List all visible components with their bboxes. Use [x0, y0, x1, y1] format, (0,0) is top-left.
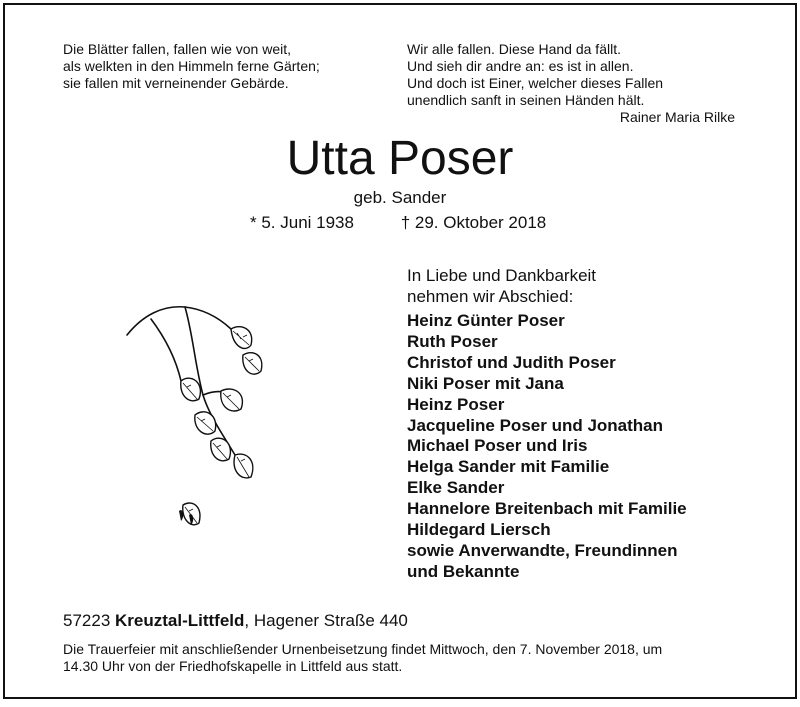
branch-stem	[127, 307, 231, 335]
poem-line: Die Blätter fallen, fallen wie von weit,	[63, 41, 291, 57]
mourner-name: Hannelore Breitenbach mit Familie	[407, 499, 687, 519]
birth-date: * 5. Juni 1938	[250, 213, 354, 232]
mourner-name: und Bekannte	[407, 561, 520, 581]
mourner-name: Helga Sander mit Familie	[407, 457, 610, 477]
mourner-name: sowie Anverwandte, Freundinnen	[407, 540, 678, 560]
poem-line: Wir alle fallen. Diese Hand da fällt.	[407, 41, 621, 57]
mourner-name: Hildegard Liersch	[407, 520, 551, 540]
poem-left	[63, 41, 383, 92]
postcode: 57223	[63, 611, 111, 630]
poem-line: unendlich sanft in seinen Händen hält.	[407, 92, 645, 108]
mourner-name: Heinz Günter Poser	[407, 311, 565, 330]
mourner-name: Elke Sander	[407, 478, 505, 498]
poem-line: sie fallen mit verneinender Gebärde.	[63, 75, 289, 91]
town: Kreuztal-Littfeld	[115, 611, 245, 630]
street: , Hagener Straße 440	[244, 611, 408, 630]
address	[63, 611, 408, 631]
ceremony-line: Die Trauerfeier mit anschließender Urnenbeisetzung findet Mittwoch, den 7. November 2018, um	[63, 641, 663, 657]
falling-leaves-illustration	[123, 295, 283, 555]
mourner-name: Michael Poser und Iris	[407, 436, 588, 456]
ceremony-info	[63, 641, 753, 675]
obituary-notice	[3, 3, 797, 699]
life-dates	[250, 213, 546, 233]
leaf	[181, 378, 201, 401]
thanks-line: In Liebe und Dankbarkeit	[407, 266, 597, 285]
poem-author: Rainer Maria Rilke	[619, 109, 735, 125]
mourner-name: Ruth Poser	[407, 331, 498, 351]
mourner-name: Heinz Poser	[407, 394, 505, 414]
poem-line: Und sieh dir andre an: es ist in allen.	[407, 58, 634, 74]
mourner-name: Christof und Judith Poser	[407, 352, 616, 372]
branch-stem	[151, 319, 181, 381]
ceremony-line: 14.30 Uhr von der Friedhofskapelle in Littfeld aus statt.	[63, 658, 403, 674]
deceased-name: Utta Poser	[286, 132, 514, 185]
mourners-list	[407, 311, 687, 583]
mourner-name: Niki Poser mit Jana	[407, 373, 564, 393]
leaf	[211, 438, 231, 461]
leaf	[231, 327, 252, 349]
poem-line: Und doch ist Einer, welcher dieses Fallen	[407, 75, 664, 91]
maiden-name: geb. Sander	[353, 188, 447, 207]
poem-right	[407, 41, 747, 126]
thanks-text	[407, 265, 596, 307]
death-date: † 29. Oktober 2018	[400, 213, 547, 232]
thanks-line: nehmen wir Abschied:	[407, 287, 574, 306]
leaf	[234, 454, 253, 478]
mourner-name: Jacqueline Poser und Jonathan	[407, 415, 664, 435]
poem-line: als welkten in den Himmeln ferne Gärten;	[63, 58, 320, 74]
leaf	[221, 389, 243, 411]
